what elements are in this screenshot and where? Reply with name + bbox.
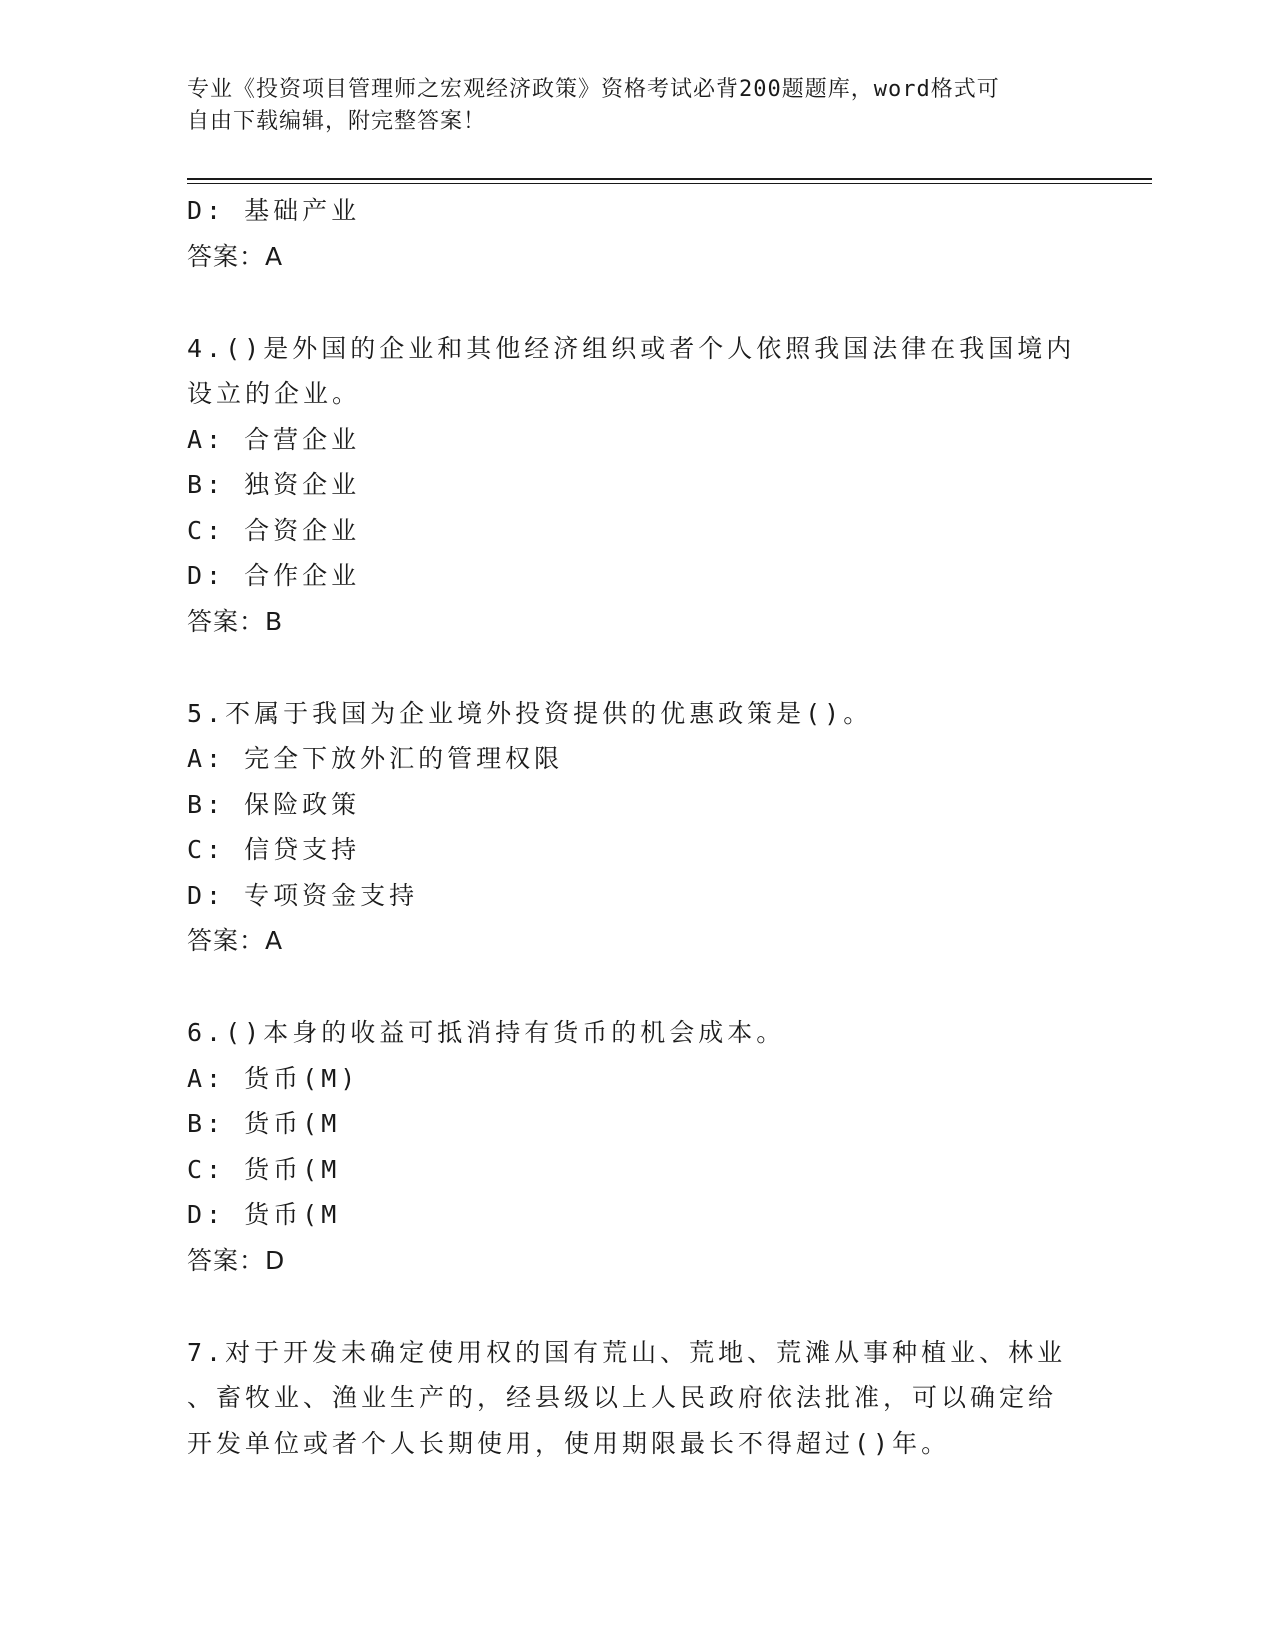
- answer-line: 答案：A: [187, 926, 284, 955]
- header-line-2: 自由下载编辑，附完整答案！: [187, 109, 487, 134]
- option-a: A: 完全下放外汇的管理权限: [187, 744, 564, 773]
- header-divider-thin: [187, 183, 1152, 184]
- question-block-6: [187, 1010, 1067, 1284]
- question-block-4: [187, 326, 1076, 645]
- question-text-line: 、畜牧业、渔业生产的，经县级以上人民政府依法批准，可以确定给: [187, 1383, 1058, 1412]
- option-a: A: 货币(M): [187, 1063, 360, 1093]
- option-d: D: 专项资金支持: [187, 880, 419, 910]
- option-c: C: 信贷支持: [187, 835, 361, 864]
- option-b: B: 独资企业: [187, 470, 361, 499]
- option-c: C: 合资企业: [187, 515, 361, 545]
- question-list: [187, 188, 1076, 1466]
- question-text-line: 6.()本身的收益可抵消持有货币的机会成本。: [187, 1018, 786, 1047]
- spacer: [187, 1284, 1067, 1330]
- answer-line: 答案：B: [187, 606, 284, 636]
- header-divider-thick: [187, 178, 1152, 180]
- question-block-3-tail: [187, 188, 1067, 280]
- option-a: A: 合营企业: [187, 424, 361, 454]
- question-text-line: 开发单位或者个人长期使用，使用期限最长不得超过()年。: [187, 1428, 951, 1458]
- question-block-5: [187, 691, 1067, 965]
- header-line-1: 专业《投资项目管理师之宏观经济政策》资格考试必背200题题库，word格式可: [187, 77, 1000, 102]
- question-text-line: 4.()是外国的企业和其他经济组织或者个人依照我国法律在我国境内: [187, 333, 1076, 363]
- option-b: B: 保险政策: [187, 789, 361, 819]
- spacer: [187, 645, 1067, 691]
- question-text-line: 5.不属于我国为企业境外投资提供的优惠政策是()。: [187, 698, 873, 728]
- option-c: C: 货币(M: [187, 1154, 341, 1184]
- spacer: [187, 964, 1067, 1010]
- option-b: B: 货币(M: [187, 1109, 341, 1138]
- answer-line: 答案：A: [187, 241, 284, 271]
- answer-line: 答案：D: [187, 1245, 286, 1275]
- question-block-7: [187, 1330, 1067, 1467]
- question-text-line: 设立的企业。: [187, 379, 362, 408]
- option-d: D: 货币(M: [187, 1200, 341, 1229]
- page-header: [187, 74, 1067, 138]
- spacer: [187, 280, 1067, 326]
- option-d: D: 基础产业: [187, 196, 361, 225]
- question-text-line: 7.对于开发未确定使用权的国有荒山、荒地、荒滩从事种植业、林业: [187, 1337, 1067, 1367]
- option-d: D: 合作企业: [187, 561, 361, 590]
